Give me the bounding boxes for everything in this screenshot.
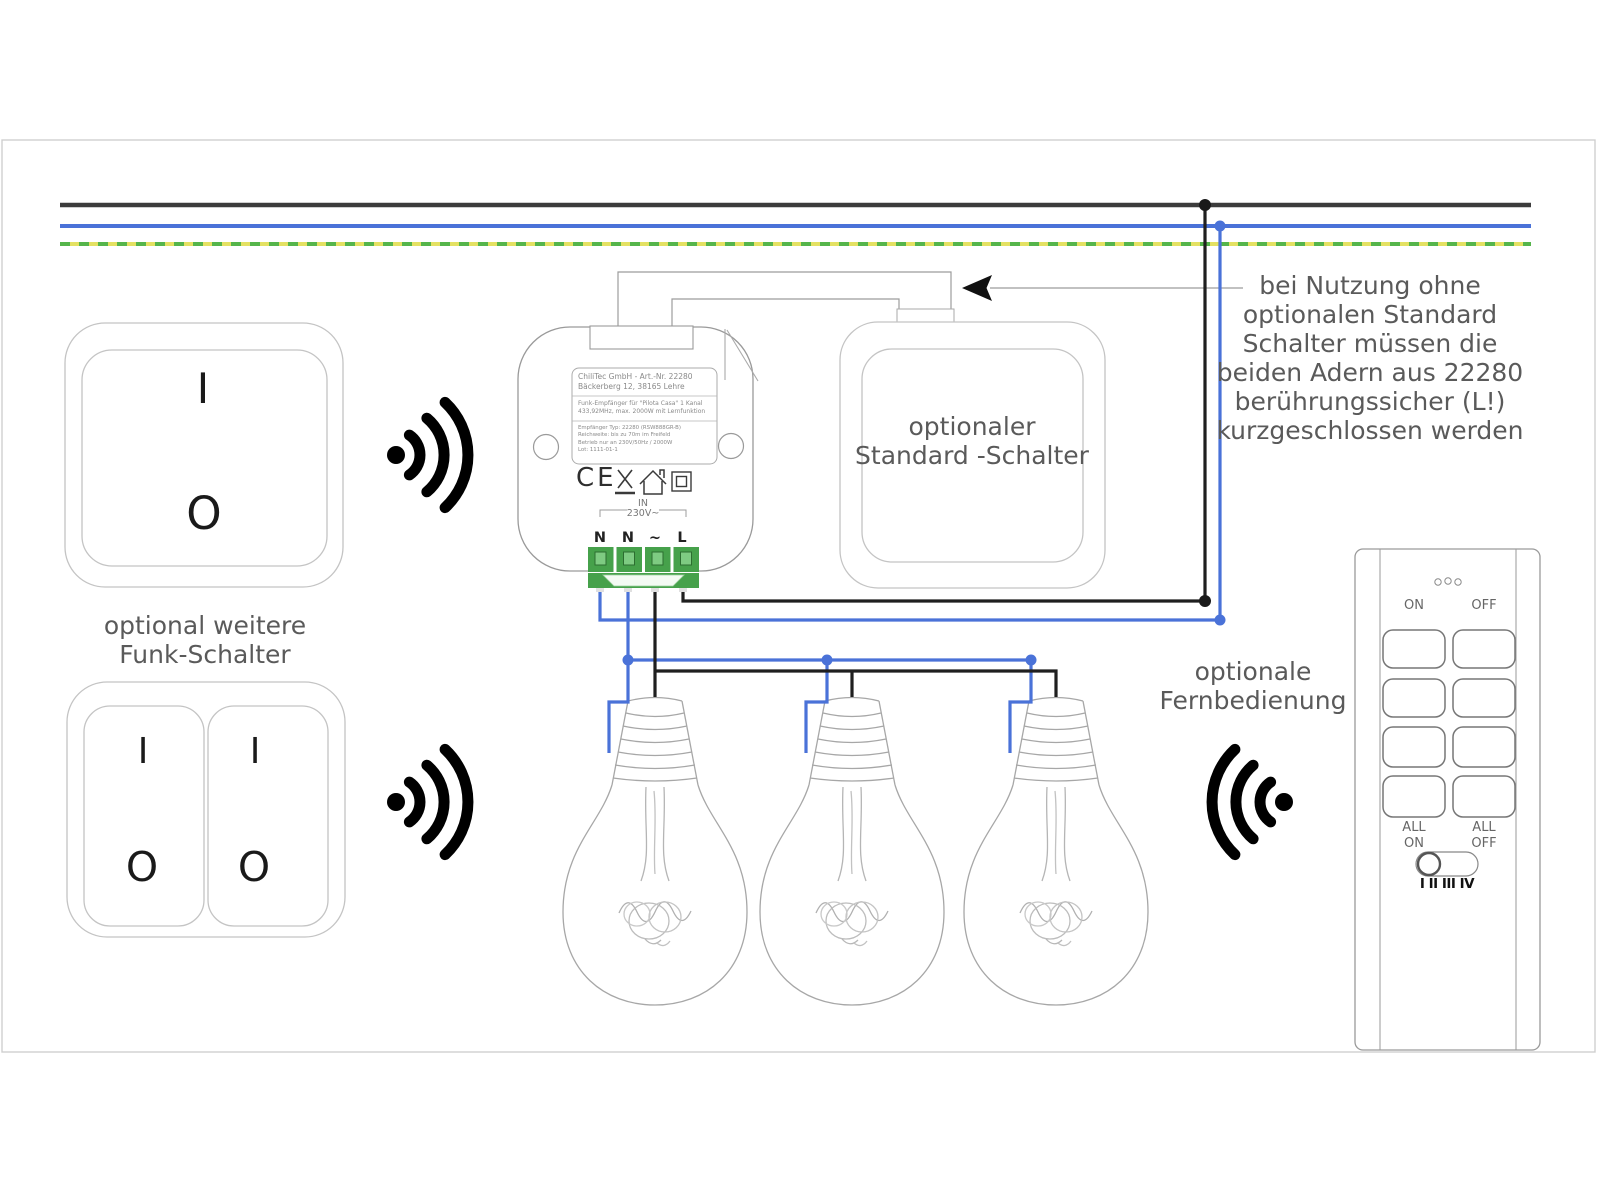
switch1-on-mark: I xyxy=(196,364,210,413)
light-bulb-2 xyxy=(760,698,944,1006)
radio-waves-icon-remote xyxy=(1212,749,1293,854)
fernbedienung-label-line2: Fernbedienung xyxy=(1159,686,1347,715)
annotation-line: kurzgeschlossen werden xyxy=(1216,416,1524,445)
remote-button-ch1-off[interactable] xyxy=(1453,630,1515,668)
remote-all-off-line1: ALL xyxy=(1472,820,1496,835)
voltage-label: 230V~ xyxy=(626,508,660,519)
arrowhead-icon xyxy=(962,275,992,301)
remote-button-ch2-off[interactable] xyxy=(1453,679,1515,717)
receiver-label-line: Lot: 1111-01-1 xyxy=(578,446,618,453)
funk-switch-single xyxy=(65,323,343,587)
wire-blue-bus xyxy=(628,584,1031,660)
remote-button-ch3-on[interactable] xyxy=(1383,727,1445,767)
standard-schalter-label-line2: Standard -Schalter xyxy=(855,441,1089,470)
standard-schalter-label xyxy=(842,412,1102,470)
terminal-block xyxy=(588,547,699,592)
funk-schalter-label-line2: Funk-Schalter xyxy=(119,640,291,669)
switch2-left-on-mark: I xyxy=(137,731,149,772)
radio-waves-icon-top xyxy=(387,402,468,507)
remote-control xyxy=(1355,549,1540,1050)
remote-all-on-line2: ON xyxy=(1404,835,1424,851)
receiver-label-section2 xyxy=(578,400,705,416)
radio-waves-icon-bottom xyxy=(387,749,468,854)
remote-button-ch3-off[interactable] xyxy=(1453,727,1515,767)
remote-button-all-on[interactable] xyxy=(1383,776,1445,817)
annotation-line: bei Nutzung ohne xyxy=(1259,271,1481,300)
receiver-top-tab xyxy=(590,326,693,349)
switch2-right-off-mark: O xyxy=(237,843,271,891)
terminal-label-n1: N xyxy=(593,530,607,546)
channel-slider-knob[interactable] xyxy=(1418,853,1440,875)
remote-button-all-off[interactable] xyxy=(1453,776,1515,817)
wire-black-bus xyxy=(655,671,1056,697)
remote-all-on-line1: ALL xyxy=(1402,820,1426,835)
annotation-line: beiden Adern aus 22280 xyxy=(1216,358,1524,387)
terminal-label-tilde: ~ xyxy=(648,530,662,546)
mount-hole-left xyxy=(534,435,559,460)
annotation-text xyxy=(1205,271,1535,445)
annotation-line: Schalter müssen die xyxy=(1242,329,1498,358)
receiver-label-line: Empfänger Typ: 22280 (RSW888GR-B) xyxy=(578,425,681,431)
receiver-label-line: Bäckerberg 12, 38165 Lehre xyxy=(578,381,685,391)
receiver-label-line: Funk-Empfänger für "Pilota Casa" 1 Kanal xyxy=(578,400,703,407)
switch2-right-on-mark: I xyxy=(249,731,261,772)
remote-all-off-line2: OFF xyxy=(1471,835,1497,851)
funk-schalter-label xyxy=(55,611,355,669)
funk-schalter-label-line1: optional weitere xyxy=(103,611,307,640)
receiver-label-section1 xyxy=(578,372,693,392)
fernbedienung-label-line1: optionale xyxy=(1194,657,1312,686)
mount-hole-right xyxy=(719,434,744,459)
receiver-label-line: 433,92MHz, max. 2000W mit Lernfunktion xyxy=(578,408,706,416)
remote-on-label: ON xyxy=(1404,598,1424,613)
receiver-label-section3 xyxy=(578,425,681,454)
fernbedienung-label xyxy=(1103,657,1403,715)
in-label: IN xyxy=(638,498,648,509)
channel-markings: I II III IV xyxy=(1419,876,1475,892)
funk-switch-double xyxy=(67,682,345,937)
switch2-left-off-mark: O xyxy=(125,843,159,891)
terminal-label-l: L xyxy=(677,530,687,546)
ce-mark: CE xyxy=(576,463,617,493)
remote-all-off-label xyxy=(1459,820,1509,851)
receiver-label-line: Reichweite: bis zu 70m im Freifeld xyxy=(578,432,671,439)
terminal-label-n2: N xyxy=(621,530,635,546)
remote-off-label: OFF xyxy=(1471,598,1497,613)
light-bulb-1 xyxy=(563,698,747,1006)
light-bulb-3 xyxy=(964,698,1148,1006)
receiver-label-line: ChiliTec GmbH - Art.-Nr. 22280 xyxy=(578,372,693,381)
switch1-off-mark: O xyxy=(186,487,222,540)
annotation-line: optionalen Standard xyxy=(1242,300,1498,329)
standard-schalter-label-line1: optionaler xyxy=(908,412,1036,441)
remote-all-on-label xyxy=(1389,820,1439,851)
annotation-line: berührungssicher (L!) xyxy=(1234,387,1506,416)
mains-lines xyxy=(60,205,1531,244)
wire-blue-bulb1 xyxy=(609,660,628,753)
annotation-arrow xyxy=(962,275,1243,301)
receiver-label-line: Betrieb nur an 230V/50Hz / 2000W xyxy=(578,439,673,446)
